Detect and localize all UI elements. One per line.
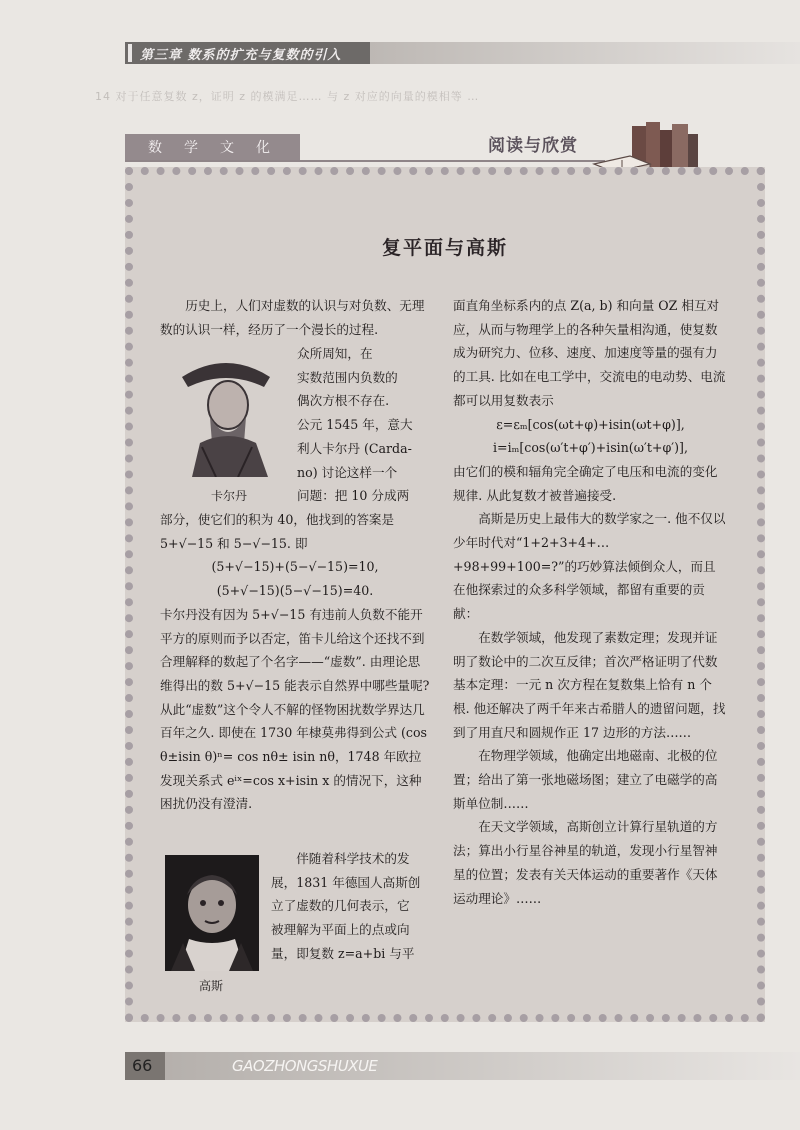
right-paragraph-1: 面直角坐标系内的点 Z(a, b) 和向量 OZ 相互对应，从而与物理学上的各种矢量相沟通，使复数成为研究力、位移、速度、加速度等量的强有力的工具. 比如在电工学中，交流电的电动势、电流都可以用复数表示 [453,298,726,408]
left-intro [160,294,426,341]
left-paragraph-2-rest: 部分，使它们的积为 40，他找到的答案是 5+√−15 和 5−√−15. 即 [160,512,395,551]
article-title: 复平面与高斯 [381,237,508,259]
right-paragraph-3: 高斯是历史上最伟大的数学家之一. 他不仅以少年时代对“1+2+3+4+…+98+99+100=?”的巧妙算法倾倒众人，而且在他探索过的众多科学领域，都留有重要的贡献： [453,511,726,622]
wrap-line: no) 讨论这样一个 [297,464,398,480]
cardano-portrait [172,347,280,477]
section-label: 阅读与欣赏 [488,136,578,156]
section-divider [125,160,605,162]
section-banner-label: 数学文化 [148,140,292,156]
chapter-title: 第三章 数系的扩充与复数的引入 [140,48,342,63]
right-paragraph-4: 在数学领域，他发现了素数定理；发现并证明了数论中的二次互反律；首次严格证明了代数基本定理：一元 n 次方程在复数集上恰有 n 个根. 他还解决了两千年来古希腊人的遗留问题，找到了用直尺和圆规作正 17 边形的方法…… [453,629,726,740]
wrap-line: 问题：把 10 分成两 [297,488,410,504]
wrap-line: 公元 1545 年，意大 [297,417,413,433]
right-paragraph-2: 由它们的模和辐角完全确定了电压和电流的变化规律. 从此复数才被普遍接受. [453,463,718,503]
chapter-bar-fade [370,42,800,64]
chapter-marker [128,44,132,62]
gauss-portrait [165,855,259,971]
show-through-text: 14 对于任意复数 z，证明 z 的模满足…… 与 z 对应的向量的模相等 … [95,90,480,103]
left-wrap-2 [271,847,431,966]
caption-cardano: 卡尔丹 [211,489,248,503]
caption-gauss: 高斯 [199,979,224,993]
formula-sum: (5+√−15)+(5−√−15)=10, [211,559,379,575]
formula-current: i=iₘ[cos(ω′t+φ′)+isin(ω′t+φ′)], [493,440,688,456]
wrap-line: 利人卡尔丹 (Carda- [297,440,412,456]
wrap-line: 展，1831 年德国人高斯创 [271,874,421,890]
formula-product: (5+√−15)(5−√−15)=40. [216,583,374,599]
footer-brand: GAOZHONGSHUXUE [232,1057,378,1075]
wrap-line: 立了虚数的几何表示，它 [271,898,410,914]
left-wrap-1 [297,342,431,508]
wrap-line: 量，即复数 z=a+bi 与平 [271,945,415,961]
page-number: 66 [132,1056,153,1075]
wrap-line: 被理解为平面上的点或向 [271,922,410,938]
wrap-line: 偶次方根不存在. [297,393,390,409]
right-paragraph-5: 在物理学领域，他确定出地磁南、北极的位置；给出了第一张地磁场图；建立了电磁学的高斯单位制…… [453,748,718,811]
left-paragraph-3: 卡尔丹没有因为 5+√−15 有违前人负数不能开平方的原则而予以否定，笛卡儿给这个还找不到合理解释的数起了个名字——“虚数”. 由理论思维得出的数 5+√−15 能表示自然界中哪些量呢? 从此“虚数”这个令人不解的怪物困扰数学界达几百年之久. 即使在 1730 年棣莫弗得到公式 (cos θ±isin θ)ⁿ= cos nθ± isin nθ，1748 年欧拉发现关系式 eⁱˣ=cos x+isin x 的情况下，这种困扰仍没有澄清. [160,606,430,812]
formula-emf: ε=εₘ[cos(ωt+φ)+isin(ωt+φ)], [496,416,685,432]
left-body [160,508,430,816]
wrap-line: 众所周知，在 [297,346,373,361]
wrap-line: 伴随着科学技术的发 [296,851,410,866]
right-column [453,294,728,910]
right-paragraph-6: 在天文学领域，高斯创立计算行星轨道的方法；算出小行星谷神星的轨道，发现小行星智神星的位置；发表有关天体运动的重要著作《天体运动理论》…… [453,819,718,906]
wrap-line: 实数范围内负数的 [297,369,398,385]
left-paragraph-1: 历史上，人们对虚数的认识与对负数、无理数的认识一样，经历了一个漫长的过程. [160,298,425,337]
